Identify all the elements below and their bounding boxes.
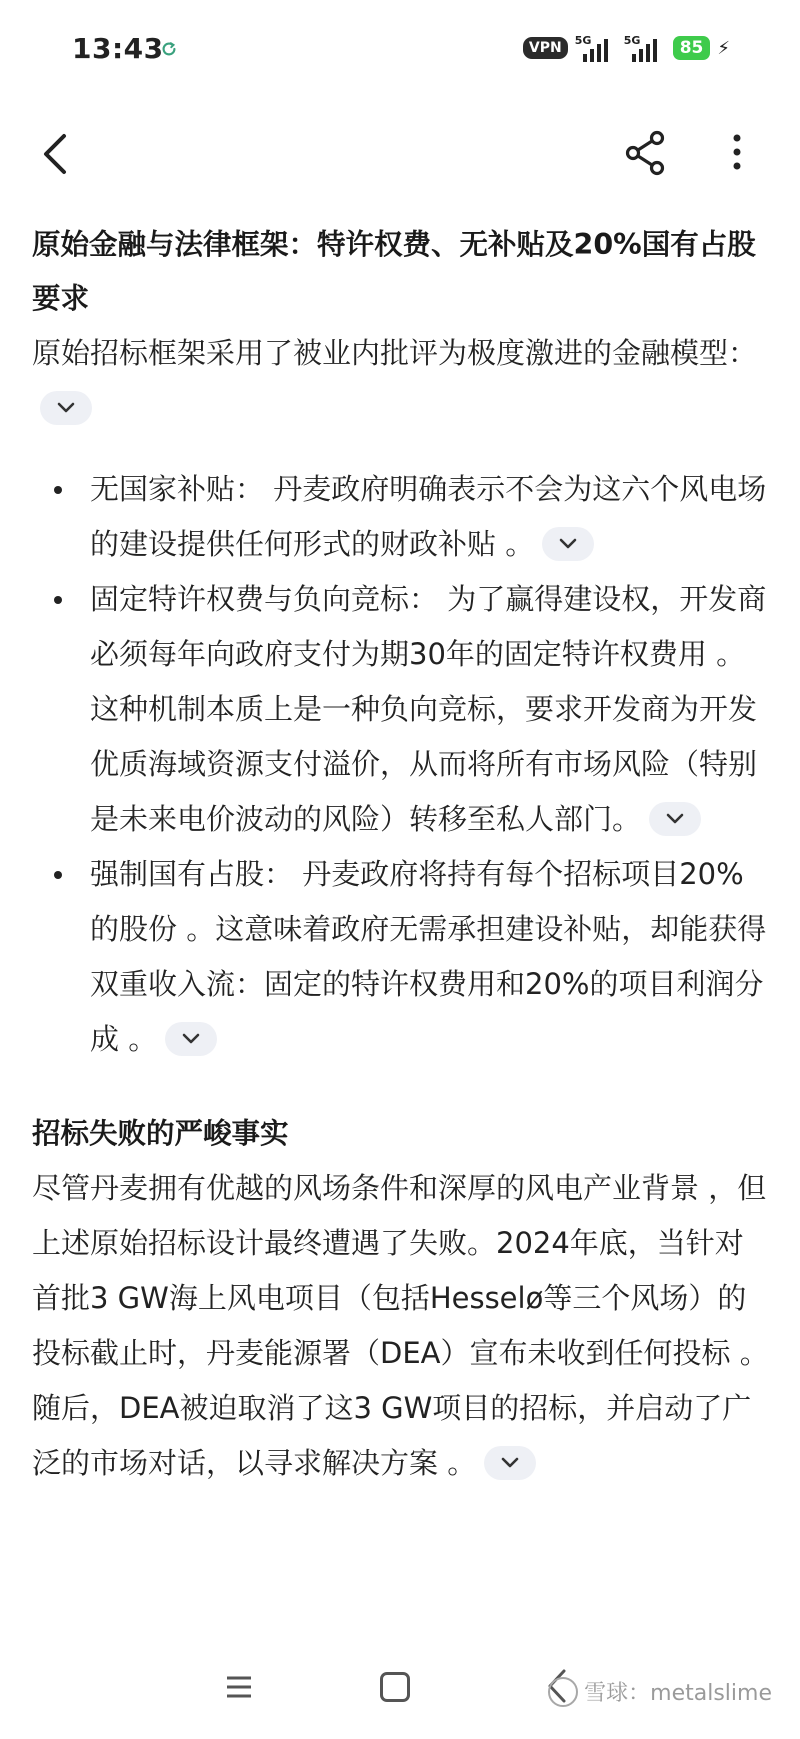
home-icon[interactable]	[380, 1672, 410, 1702]
status-bar	[0, 0, 800, 104]
expand-button[interactable]	[542, 527, 594, 561]
watermark: 雪球：metalslime	[548, 1676, 772, 1707]
chevron-down-icon	[181, 1032, 201, 1046]
bullet-list	[32, 462, 772, 1067]
battery-badge: 85	[673, 36, 711, 60]
expand-button[interactable]	[165, 1022, 217, 1056]
chevron-down-icon	[665, 812, 685, 826]
expand-button[interactable]	[484, 1446, 536, 1480]
share-icon[interactable]	[624, 130, 668, 176]
sync-icon	[160, 40, 178, 58]
expand-button[interactable]	[649, 802, 701, 836]
chevron-down-icon	[56, 401, 76, 415]
bullet-no-subsidy: 无国家补贴： 丹麦政府明确表示不会为这六个风电场的建设提供任何形式的财政补贴 。	[32, 462, 772, 572]
section-title-tender-failure: 招标失败的严峻事实	[32, 1117, 289, 1150]
status-time: 13:43	[72, 32, 164, 65]
chevron-down-icon	[558, 537, 578, 551]
section-body: 尽管丹麦拥有优越的风场条件和深厚的风电产业背景 ，但上述原始招标设计最终遭遇了失败。2024年底，当针对首批3 GW海上风电项目（包括Hesselø等三个风场）的投标截止时，丹麦能源署（DEA）宣布未收到任何投标 。随后，DEA被迫取消了这3 GW项目的招标，并启动了广泛的市场对话，以寻求解决方案 。	[32, 1171, 769, 1480]
chevron-down-icon	[500, 1456, 520, 1470]
signal-icon: 5G	[575, 34, 617, 62]
more-options-icon[interactable]	[730, 132, 744, 172]
snowball-logo-icon	[548, 1677, 578, 1707]
signal-icon-2: 5G	[624, 34, 666, 62]
expand-button[interactable]	[40, 391, 92, 425]
charging-icon: ⚡	[717, 37, 730, 59]
back-arrow-icon[interactable]	[38, 130, 74, 178]
bullet-concession-fee: 固定特许权费与负向竞标： 为了赢得建设权，开发商必须每年向政府支付为期30年的固定特许权费用 。这种机制本质上是一种负向竞标，要求开发商为开发优质海域资源支付溢价，从而将所有市场风险（特别是未来电价波动的风险）转移至私人部门。	[32, 572, 772, 847]
section-title-framework: 原始金融与法律框架：特许权费、无补贴及20%国有占股要求	[32, 228, 756, 315]
bullet-state-stake: 强制国有占股： 丹麦政府将持有每个招标项目20%的股份 。这意味着政府无需承担建设补贴，却能获得双重收入流：固定的特许权费用和20%的项目利润分成 。	[32, 847, 772, 1067]
vpn-badge: VPN	[523, 37, 568, 59]
article-content	[32, 218, 772, 1491]
system-nav-bar	[0, 1660, 800, 1739]
recent-apps-icon[interactable]	[224, 1672, 254, 1702]
section-intro: 原始招标框架采用了被业内批评为极度激进的金融模型：	[32, 326, 772, 436]
